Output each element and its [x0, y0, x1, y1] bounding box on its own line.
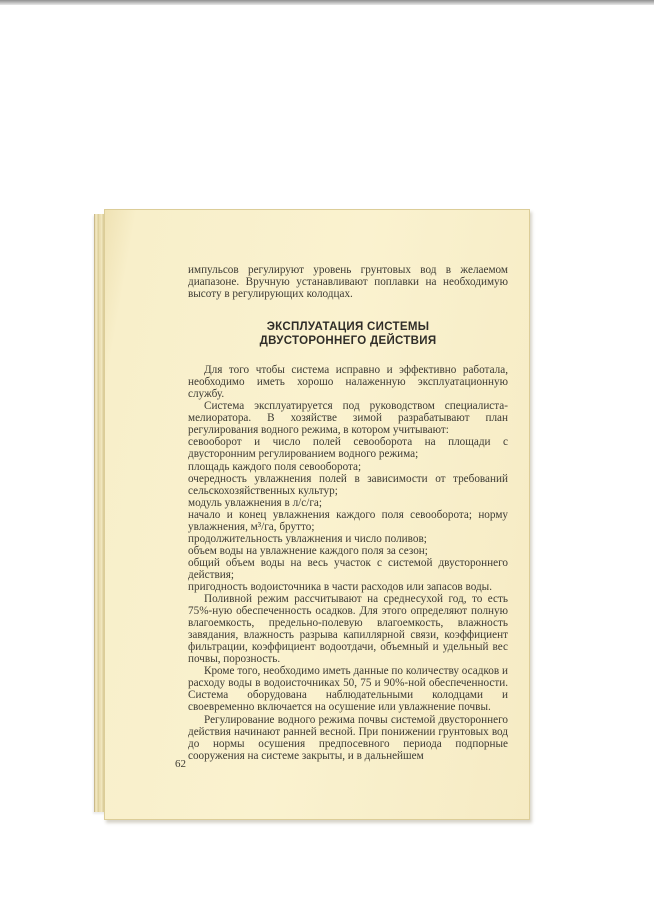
- paragraph-5: Регулирование водного режима почвы системой двустороннего действия начинают ранней весной. При понижении грунтовых вод до нормы осушения предпосевного периода подпорные сооружения на системе закрыты, и в дальнейшем: [188, 713, 508, 762]
- intro-paragraph: импульсов регулируют уровень грунтовых вод в желаемом диапазоне. Вручную устанавливают поплавки на необходимую высоту в регулирующих колодцах.: [188, 264, 508, 301]
- list-item: севооборот и число полей севооборота на площади с двусторонним регулированием водного режима;: [188, 436, 508, 461]
- list-item: пригодность водоисточника в части расходов или запасов воды.: [188, 580, 492, 593]
- heading-line-1: ЭКСПЛУАТАЦИЯ СИСТЕМЫ: [266, 321, 430, 334]
- paragraph-3: Поливной режим рассчитывают на среднесухой год, то есть 75%-ную обеспеченность осадков. Для этого определяют полную влагоемкость, предельно-полевую влагоемкость, влажность завядания, влажность разрыва капиллярной связи, коэффициент фильтрации, коэффициент водоотдачи, объемный и удельный вес почвы, порозность.: [188, 593, 508, 666]
- list-item: общий объем воды на весь участок с системой двустороннего действия;: [188, 556, 508, 581]
- page-text: [188, 264, 508, 762]
- list-item: очередность увлажнения полей в зависимости от требований сельскохозяйственных культур;: [188, 472, 508, 497]
- scan-top-edge: [0, 0, 654, 5]
- section-heading: [188, 320, 508, 348]
- list-item: модуль увлажнения в л/с/га;: [188, 496, 323, 509]
- paragraph-2: Система эксплуатируется под руководством специалиста-мелиоратора. В хозяйстве зимой разрабатывают план регулирования водного режима, в котором учитывают:: [188, 400, 508, 437]
- list-item: начало и конец увлажнения каждого поля севооборота; норму увлажнения, м³/га, брутто;: [188, 508, 508, 533]
- book-page: [104, 209, 530, 820]
- page-number: 62: [175, 758, 186, 770]
- list-item: площадь каждого поля севооборота;: [188, 460, 362, 473]
- heading-line-2: ДВУСТОРОННЕГО ДЕЙСТВИЯ: [259, 335, 437, 348]
- list-item: продолжительность увлажнения и число поливов;: [188, 532, 427, 545]
- paragraph-1: Для того чтобы система исправно и эффективно работала, необходимо иметь хорошо налаженную эксплуатационную службу.: [188, 364, 508, 401]
- list-item: объем воды на увлажнение каждого поля за сезон;: [188, 544, 428, 557]
- paragraph-4: Кроме того, необходимо иметь данные по количеству осадков и расходу воды в водоисточниках 50, 75 и 90%-ной обеспеченности. Система оборудована наблюдательными колодцами и своевременно включается на осушение или увлажнение почвы.: [188, 665, 508, 714]
